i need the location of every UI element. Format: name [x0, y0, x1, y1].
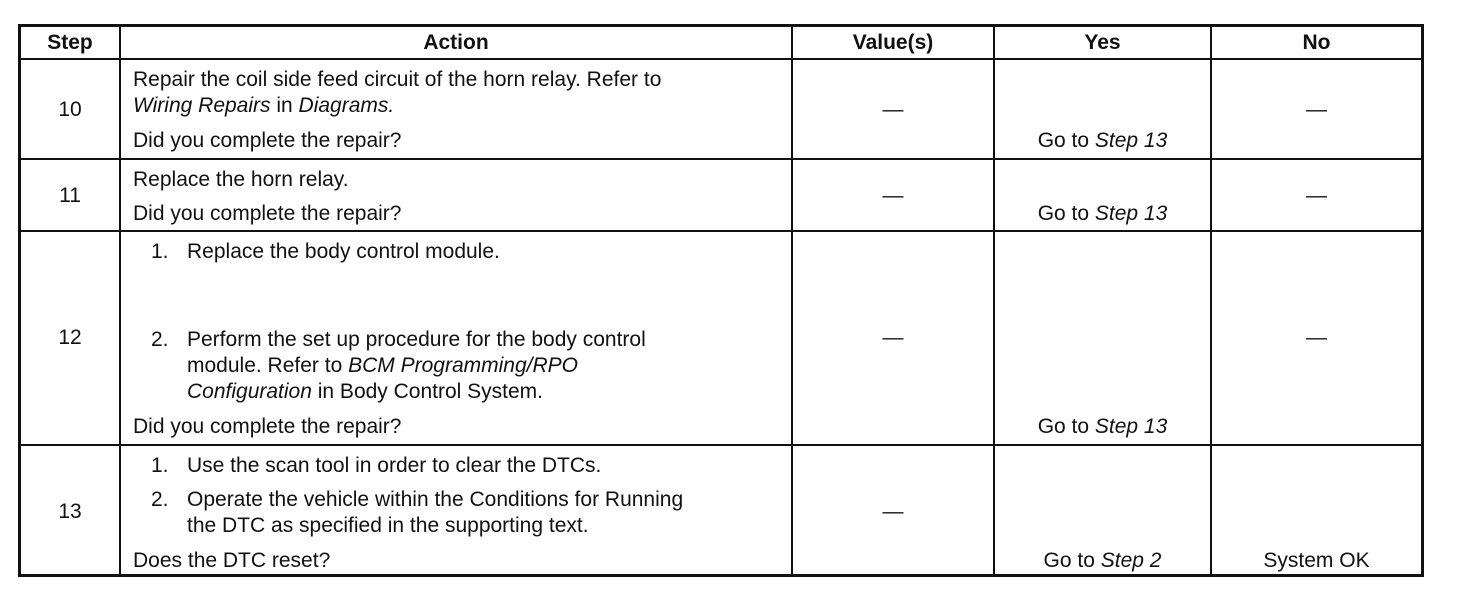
step-number: 10 [58, 98, 82, 121]
no-cell: — [1306, 326, 1327, 349]
list-number: 1. [151, 240, 169, 263]
step-number: 12 [58, 326, 82, 349]
yes-cell: Go to Step 13 [1037, 202, 1168, 225]
list-item-text: Perform the set up procedure for the body control [187, 328, 646, 351]
yes-cell: Go to Step 13 [1037, 415, 1168, 438]
no-cell: — [1306, 98, 1327, 121]
header-values: Value(s) [852, 30, 934, 54]
list-item-text: module. Refer to BCM Programming/RPO [187, 354, 578, 377]
no-cell: — [1306, 184, 1327, 207]
row-divider [21, 230, 1421, 232]
list-item-text: Replace the body control module. [187, 240, 500, 263]
values-cell: — [882, 184, 904, 207]
question-text: Did you complete the repair? [133, 415, 402, 438]
header-no: No [1302, 30, 1331, 54]
list-item-text: Operate the vehicle within the Conditions for Running [187, 488, 684, 511]
list-number: 1. [151, 454, 169, 477]
question-text: Did you complete the repair? [133, 202, 402, 225]
step-number: 13 [58, 500, 82, 523]
header-step: Step [47, 30, 93, 54]
yes-cell: Go to Step 13 [1037, 129, 1168, 152]
yes-cell: Go to Step 2 [1043, 549, 1162, 572]
column-divider [993, 27, 995, 574]
values-cell: — [882, 326, 904, 349]
row-divider [21, 58, 1421, 60]
values-cell: — [882, 98, 904, 121]
diagnostic-table [18, 24, 1424, 577]
list-item-text: Configuration in Body Control System. [187, 380, 544, 403]
values-cell: — [882, 500, 904, 523]
no-cell: System OK [1263, 549, 1370, 572]
action-text: Repair the coil side feed circuit of the horn relay. Refer to [133, 68, 662, 91]
action-text: Wiring Repairs in Diagrams. [133, 94, 395, 117]
question-text: Does the DTC reset? [133, 549, 331, 572]
column-divider [119, 27, 121, 574]
question-text: Did you complete the repair? [133, 129, 402, 152]
list-number: 2. [151, 328, 169, 351]
list-number: 2. [151, 488, 169, 511]
step-number: 11 [59, 184, 81, 207]
header-yes: Yes [1084, 30, 1121, 54]
list-item-text: the DTC as specified in the supporting text. [187, 514, 589, 537]
list-item-text: Use the scan tool in order to clear the DTCs. [187, 454, 602, 477]
action-text: Replace the horn relay. [133, 168, 349, 191]
header-action: Action [423, 30, 489, 54]
row-divider [21, 444, 1421, 446]
row-divider [21, 158, 1421, 160]
